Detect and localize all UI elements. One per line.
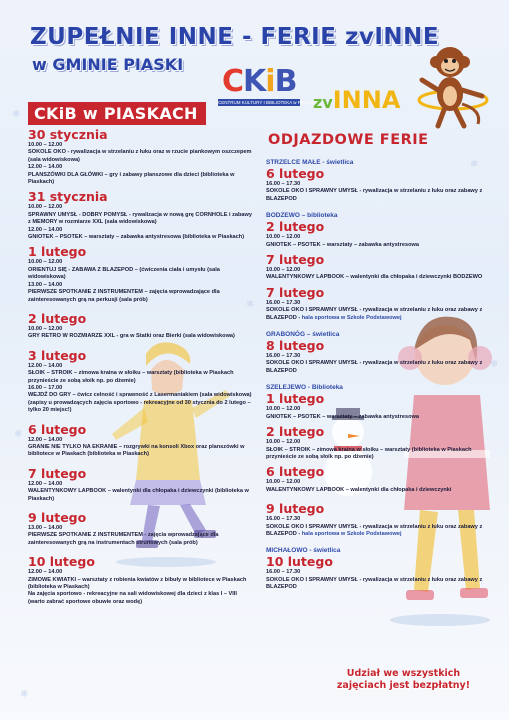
day-block [28, 349, 253, 415]
event-time: 12.00 – 14.00 [28, 362, 63, 369]
event-time: 10.00 – 12.00 [28, 325, 63, 332]
event-desc: GNIOTEK – PSOTEK – warsztaty – zabawka antystresowa [266, 413, 419, 420]
event-time: 16.00 – 17.30 [266, 353, 301, 360]
event-time: 13.00 – 14.00 [28, 281, 63, 288]
day-date: 7 lutego [266, 252, 325, 268]
event-desc: ORIENTUJ SIĘ - ZABAWA Z BLAZEPOD – (ćwiczenia ciała i umysłu (sala widowiskowa) [28, 266, 220, 281]
day-date: 9 lutego [266, 501, 325, 517]
event-time: 13.00 – 14.00 [28, 525, 63, 531]
event-time: 16.00 – 17.30 [266, 569, 301, 576]
event-desc: SOKOLE OKO I SPRAWNY UMYSŁ - rywalizacja w strzelaniu z łuku oraz zabawy z BLAZEPOD - hala sportowa w Szkole Podstawowej [266, 307, 483, 321]
odjazdowe-ferie-heading: ODJAZDOWE FERIE [268, 132, 429, 148]
event-desc: PIERWSZE SPOTKANIE Z INSTRUMENTEM – zajęcia wprowadzające dla zainteresowanych grą na perkusji (sala prób) [28, 289, 220, 303]
page-subtitle: w GMINIE PIASKI [32, 55, 184, 74]
event-time: 16.00 – 17.00 [28, 384, 63, 391]
place-heading: GRABONÓG – świetlica [266, 331, 340, 339]
day-date: 2 lutego [28, 310, 87, 326]
event-time: 12.00 – 14.00 [28, 480, 63, 487]
event-time: 10.00 – 12.00 [28, 259, 63, 266]
event-desc: SPRAWNY UMYSŁ - DOBRY POMYSŁ - rywalizacja w nową grę CORNHOLE i zabawy z MEMORY w rozmiarze XXL (sala widowiskowa) [28, 211, 253, 226]
ckib-schedule-column [28, 102, 253, 606]
event-desc: PIERWSZE SPOTKANIE Z INSTRUMENTEM - zajęcia wprowadzające dla zainteresowanych grą na instrumentach strunowych (sala prób) [28, 532, 219, 546]
event-desc: WALENTYNKOWY LAPBOOK – walentynki dla chłopaka i dziewczynki (biblioteka w Piaskach) [28, 488, 249, 502]
event-time: 12.00 – 14.00 [28, 164, 63, 171]
page-title: ZUPEŁNIE INNE - FERIE zvINNE [30, 24, 440, 50]
day-date: 6 lutego [266, 464, 325, 480]
day-block [28, 555, 253, 606]
ckib-logo [218, 64, 321, 106]
snowflake-decoration: ❄ [470, 159, 479, 170]
day-date: 6 lutego [266, 166, 325, 181]
day-date: 6 lutego [28, 421, 87, 437]
zvinna-brand: zvINNA [313, 86, 401, 114]
event-desc: WALENTYNKOWY LAPBOOK – walentynki dla chłopaka i dziewczynki [266, 486, 452, 493]
snowflake-decoration: ❄ [490, 359, 499, 370]
event-time: 16.00 – 17.30 [266, 181, 301, 187]
event-desc: GNIOTEK – PSOTEK – warsztaty – zabawka antystresowa (biblioteka w Piaskach) [28, 234, 245, 241]
event-time: 12.00 – 14.00 [28, 226, 63, 233]
free-participation-note: Udział we wszystkich zajęciach jest bezpłatny! [336, 668, 471, 691]
monkey-mascot-icon [412, 40, 494, 130]
event-desc: GRANIE NIE TYLKO NA EKRANIE – rozgrywki na konsoli Xbox oraz planszówki w bibliotece w Piaskach (biblioteka w Piaskach) [28, 443, 245, 458]
day-date: 1 lutego [28, 244, 87, 260]
day-date: 1 lutego [266, 391, 325, 407]
event-desc: WEJDŹ DO GRY – ćwicz celność i sprawność z Lasermaniakiem (sala widowiskowa) (zapisy u prowadzących zajęcia sportowo - rekreacyjne od 30 stycznia do 2 lutego – tylko 20 miejsc!) [28, 392, 252, 414]
place-heading: BODZEWO – biblioteka [266, 212, 338, 220]
snowflake-decoration: ❄ [14, 429, 23, 440]
event-time: 10.00 – 12.00 [266, 479, 301, 486]
event-note: Na zajęcia sportowo - rekreacyjne na sali widowiskowej dla dzieci z klas I – VIII (warto zabrać sportowe obuwie oraz wodę) [28, 591, 237, 605]
place-heading: MICHAŁOWO - świetlica [266, 547, 341, 555]
event-time: 10.00 – 12.00 [266, 439, 301, 446]
event-desc: PLANSZÓWKI DLA GŁÓWKI – gry i zabawy planszowe dla dzieci (biblioteka w Piaskach) [28, 171, 235, 186]
event-desc: SOKOLE OKO I SPRAWNY UMYSŁ - rywalizacja w strzelaniu z łuku oraz zabawy z BLAZEPOD [266, 576, 483, 591]
event-time: 10.00 – 12.00 [266, 406, 301, 413]
event-time: 10.00 – 12.00 [266, 234, 301, 241]
event-time: 12.00 – 14.00 [28, 436, 63, 443]
ckib-heading: CKiB w PIASKACH [28, 102, 206, 125]
day-date: 2 lutego [266, 219, 325, 235]
event-desc: SOKOLE OKO - rywalizacja w strzelaniu z łuku oraz w rzucie piankowym oszczepem (sala widowiskowa) [28, 149, 252, 163]
day-date: 10 lutego [266, 554, 333, 570]
event-desc: SOKOLE OKO I SPRAWNY UMYSŁ - rywalizacja w strzelaniu z łuku oraz zabawy z BLAZEPOD [266, 360, 483, 374]
place-heading: SZELEJEWO - Biblioteka [266, 384, 343, 392]
day-date: 10 lutego [28, 554, 95, 570]
villages-schedule-column [266, 138, 491, 592]
event-desc: SŁOIK – STROIK – zimowa kraina w słoiku – warsztaty (biblioteka w Piaskach przynieście ze sobą słoik np. po dżemie) [28, 370, 234, 384]
event-desc: SŁOIK – STROIK – zimowa kraina w słoiku – warsztaty (biblioteka w Piaskach przynieście ze sobą słoik np. po dżemie) [266, 446, 472, 460]
day-date: 3 lutego [28, 347, 87, 363]
event-time: 10.00 – 12.00 [266, 267, 301, 274]
day-block [28, 312, 253, 341]
event-time: 10.00 – 12.00 [28, 142, 63, 148]
day-date: 9 lutego [28, 510, 87, 525]
event-desc: WALENTYNKOWY LAPBOOK – walentynki dla chłopaka i dziewczynki BODZEWO [266, 274, 483, 281]
day-block [28, 423, 253, 459]
day-date: 2 lutego [266, 424, 325, 440]
snowflake-decoration: ❄ [246, 299, 255, 310]
event-desc: GRY RETRO W ROZMIARZE XXL - gra w Statki oraz Bierki (sala widowiskowa) [28, 333, 235, 340]
event-desc: SOKOLE OKO I SPRAWNY UMYSŁ - rywalizacja w strzelaniu z łuku oraz zabawy z BLAZEPOD [266, 188, 483, 202]
day-date: 8 lutego [266, 338, 325, 354]
event-time: 12.00 – 14.00 [28, 569, 63, 576]
snowflake-decoration: ❄ [12, 109, 21, 120]
day-block [28, 511, 253, 547]
place-heading: STRZELCE MAŁE - świetlica [266, 159, 354, 166]
day-date: 31 stycznia [28, 189, 108, 205]
day-date: 7 lutego [266, 284, 325, 300]
snowflake-decoration: ❄ [20, 689, 29, 700]
event-time: 16.00 – 17.30 [266, 299, 301, 306]
day-block [28, 128, 253, 186]
event-time: 10.00 – 12.00 [28, 204, 63, 211]
event-desc: SOKOLE OKO I SPRAWNY UMYSŁ - rywalizacja w strzelaniu z łuku oraz zabawy z BLAZEPOD - hala sportowa w Szkole Podstawowej [266, 523, 483, 537]
day-block [28, 245, 253, 303]
day-date: 7 lutego [28, 465, 87, 481]
event-desc: ZIMOWE KWIATKI – warsztaty z robienia kwiatów z bibuły w bibliotece w Piaskach (biblioteka w Piaskach) [28, 576, 247, 591]
logo-subtitle: CENTRUM KULTURY I BIBLIOTEKA w PIASKACH [218, 100, 321, 105]
day-block [28, 467, 253, 503]
day-block [28, 190, 253, 241]
logo-letters: CKiB [222, 64, 297, 99]
event-desc: GNIOTEK – PSOTEK – warsztaty – zabawka antystresowa [266, 241, 419, 248]
event-time: 16.00 – 17.30 [266, 516, 301, 523]
day-date: 30 stycznia [28, 127, 108, 142]
